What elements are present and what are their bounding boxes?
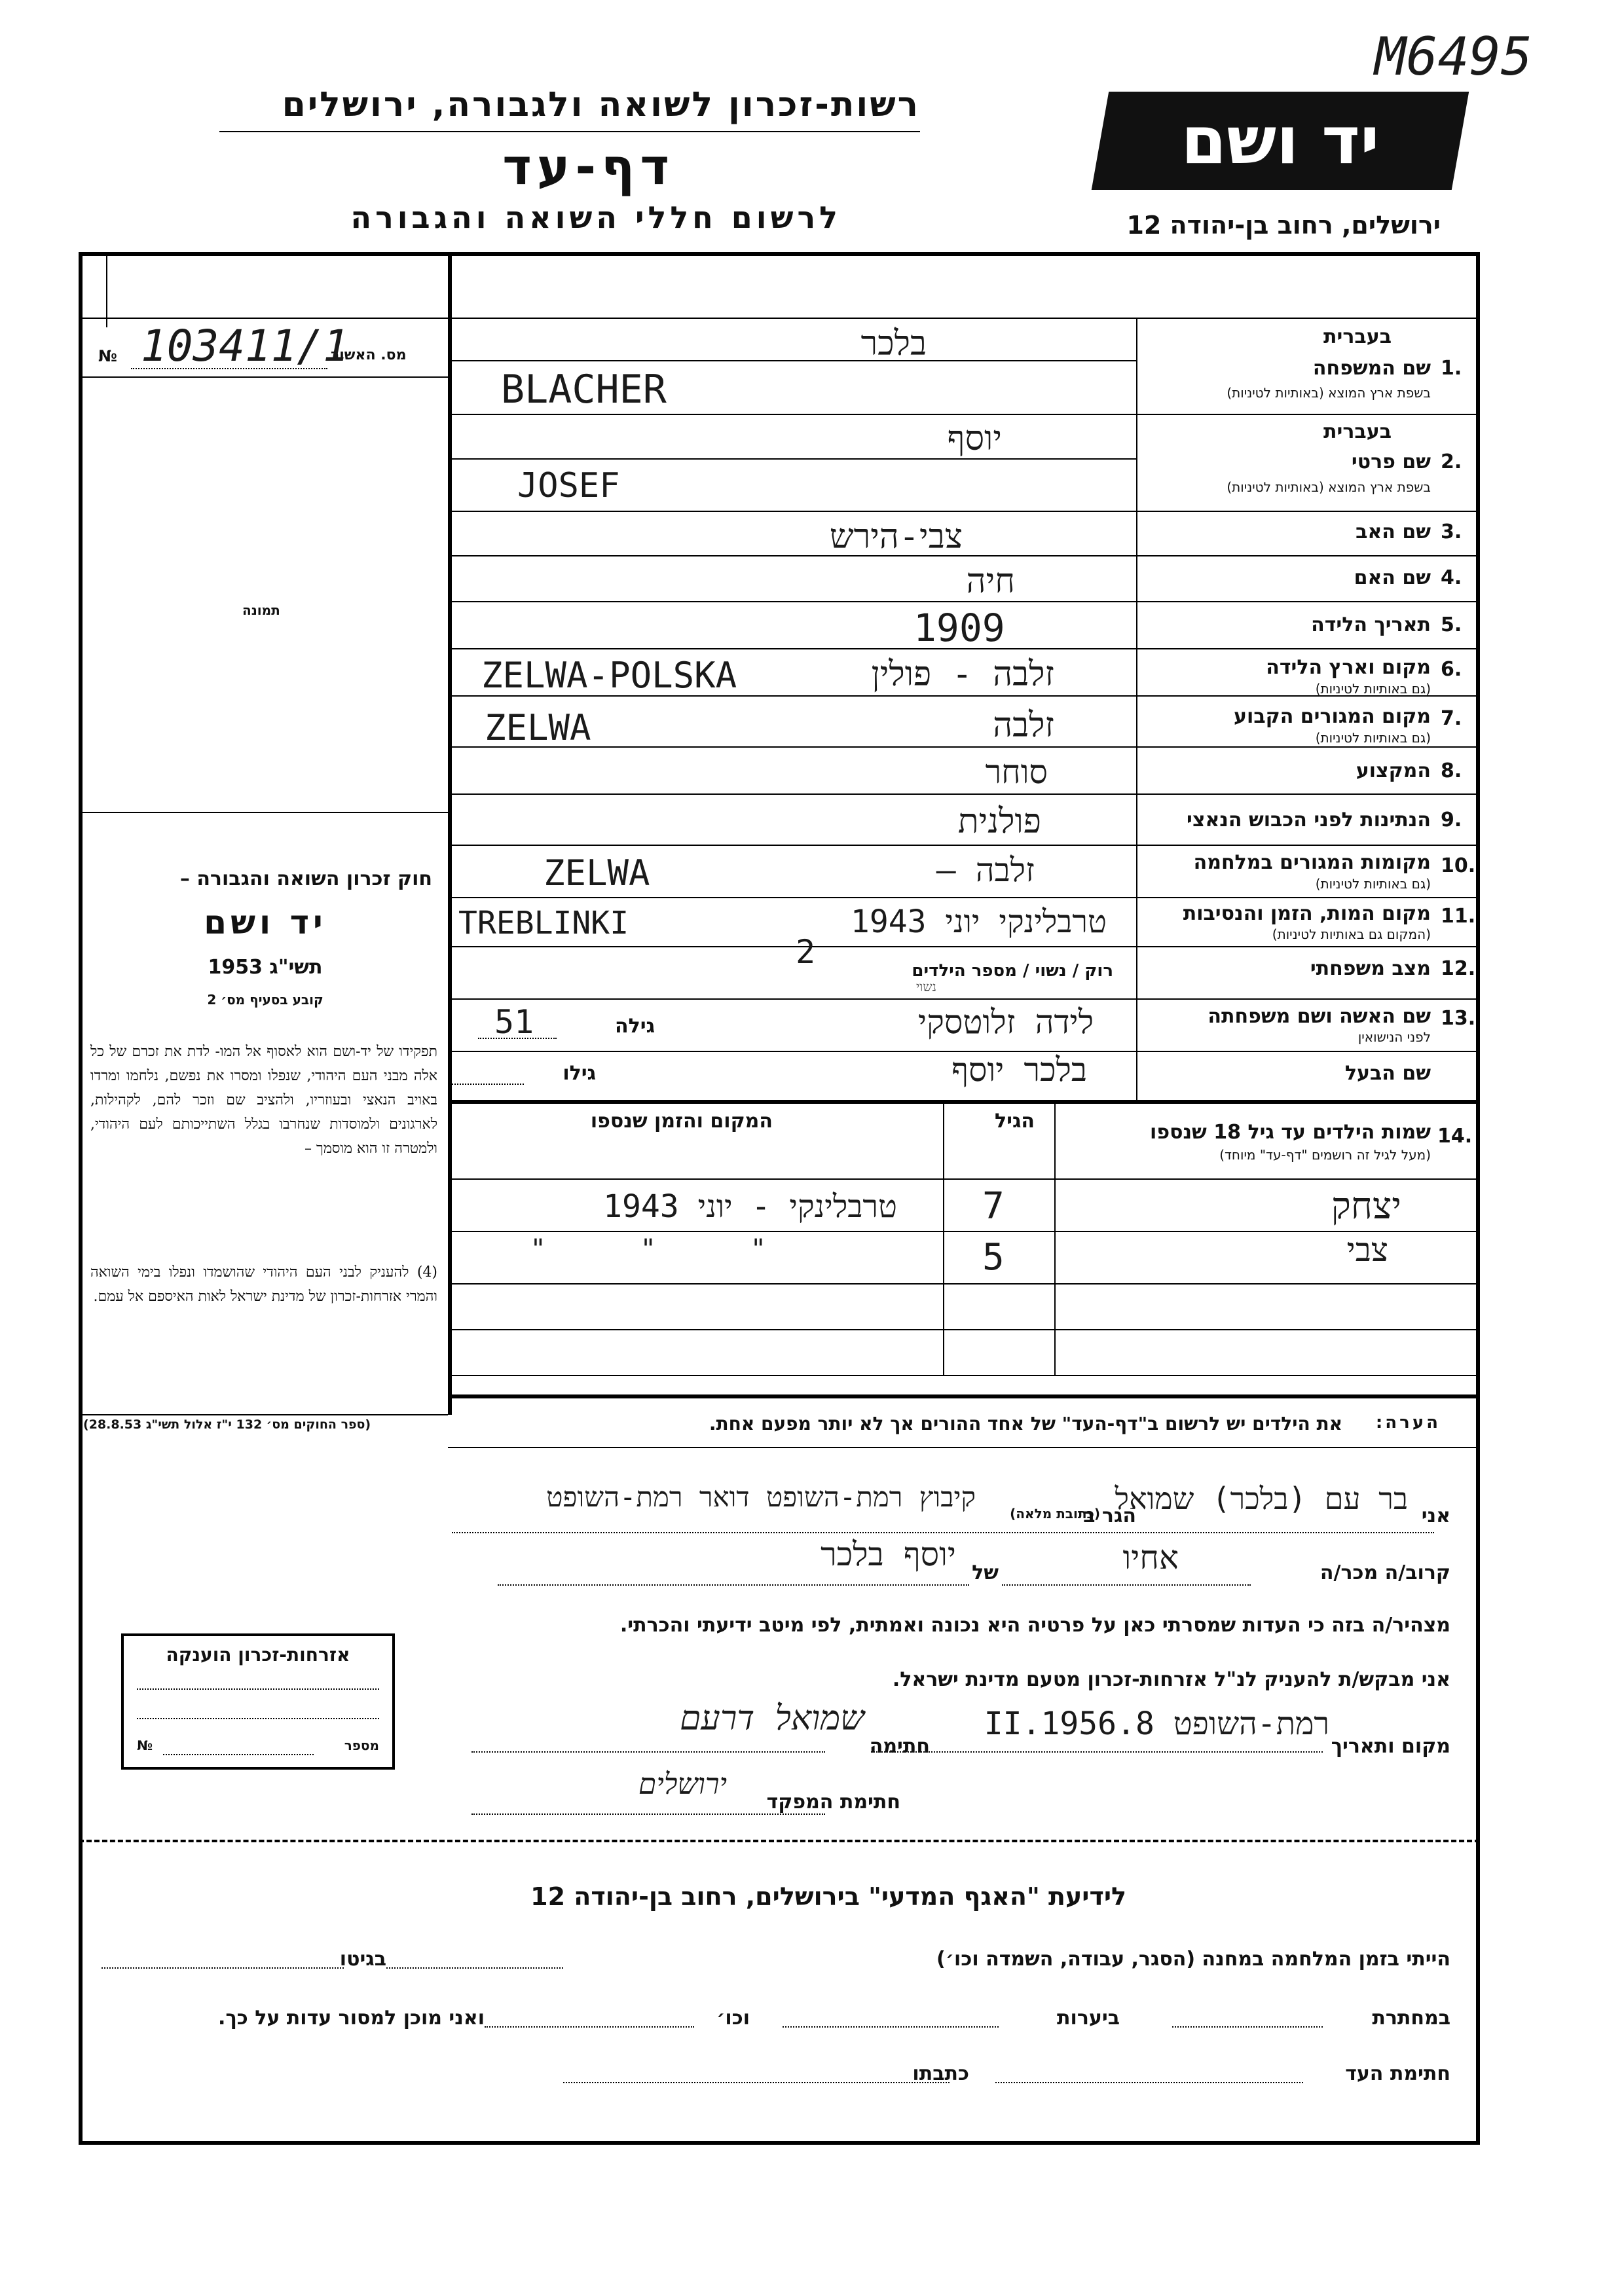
- footer-ghetto-label: בגיטו: [339, 1948, 386, 1971]
- signature-label: חתימה: [869, 1735, 930, 1758]
- footer-etc-label: וכו׳: [716, 2007, 750, 2030]
- field-1-sub: בשפת ארץ המוצא (באותיות לטיניות): [1227, 385, 1431, 401]
- logo-text: יד ושם: [1181, 102, 1380, 179]
- husband-label: שם הבעל: [1344, 1062, 1431, 1085]
- declarant-address[interactable]: קיבוץ רמת-השופט דואר רמת-השופט: [546, 1481, 976, 1513]
- wife-age-label: גילה: [615, 1015, 655, 1038]
- citizenship-title: אזרחות-זכרון הוענקה: [166, 1644, 350, 1666]
- child-1-place[interactable]: טרבלינקי - יוני 1943: [603, 1188, 897, 1225]
- photo-label: תמונה: [242, 602, 280, 618]
- field-3-value-he[interactable]: צבי-הירש: [829, 517, 963, 556]
- footer-address-label: כתבתו: [912, 2062, 969, 2085]
- field-2-label: שם פרטי: [1351, 450, 1431, 473]
- footer-witness-signature-label: חתימת העד: [1345, 2062, 1450, 2085]
- yad-vashem-logo: [1092, 92, 1469, 190]
- field-2-num: 2.: [1441, 450, 1462, 473]
- field-5-value-he[interactable]: 1909: [913, 606, 1005, 650]
- field-11-value-he[interactable]: טרבלינקי יוני 1943: [850, 903, 1107, 940]
- law-year: תשי"ג 1953: [208, 956, 323, 979]
- field-3-label: שם האב: [1356, 520, 1431, 543]
- law-text-1: תפקידו של יד-ושם הוא לאסוף אל המו- לדת את זכרם של כל אלה מבני העם היהודי, שנפלו ומסרו את נפשם, נלחמו ומרדו באויב הנאצי ובעוזריו, ולהציב שם וזכר להם, לקהילות, לארגונים ולמוסדות שנחרבו בגלל השתייכותם לעם היהודי, ולמטרה זו הוא מוסמך –: [90, 1044, 437, 1157]
- approval-label: מס. האשור: [331, 347, 407, 363]
- request: אני מבקש/ת להעניק לנ"ל אזרחות-זכרון מטעם מדינת ישראל.: [892, 1668, 1450, 1691]
- husband-age-label: גילו: [563, 1062, 596, 1085]
- approval-number: 103411/1: [141, 321, 349, 371]
- address: ירושלים, רחוב בן-יהודה 12: [1126, 211, 1441, 240]
- field-12-value-he[interactable]: נשוי: [915, 979, 936, 994]
- field-10-sub: (גם באותיות לטיניות): [1315, 876, 1431, 892]
- footer-willing-text: ואני מוכן למסור עדות על כך.: [218, 2007, 485, 2030]
- children-age-header: הגיל: [995, 1110, 1035, 1133]
- law-name: יד ושם: [204, 903, 327, 941]
- footer-camp-label: הייתי בזמן המלחמה במחנה (הסגר, עבודה, השמדה וכו׳): [936, 1948, 1450, 1971]
- supervisor-label: חתימת המפקד: [766, 1791, 900, 1813]
- field-4-value-he[interactable]: חיה: [966, 562, 1015, 601]
- of-label: של: [972, 1561, 999, 1584]
- supervisor-value[interactable]: ירושלים: [638, 1768, 727, 1801]
- page-subtitle: לרשום חללי השואה והגבורה: [350, 200, 841, 235]
- field-2-hebrew-tag: בעברית: [1323, 420, 1392, 443]
- field-6-value-he[interactable]: זלבה - פולין: [871, 655, 1054, 694]
- note-text: את הילדים יש לרשום ב"דף-העד" של אחד ההורים אך לא יותר מפעם אחת.: [709, 1413, 1342, 1434]
- field-6-sub: (גם באותיות לטיניות): [1315, 681, 1431, 697]
- child-1-name[interactable]: יצחק: [1331, 1185, 1401, 1228]
- field-7-sub: (גם באותיות לטיניות): [1315, 730, 1431, 746]
- citizenship-number-label: מספר: [344, 1738, 379, 1753]
- field-12-label: מצב משפחתי: [1310, 957, 1431, 980]
- place-date-value[interactable]: רמת-השופט 8.II.1956: [984, 1705, 1329, 1742]
- children-sub: (מעל לגיל זה רושמים "דף-עד" מיוחד): [1219, 1147, 1431, 1163]
- field-10-value-latin[interactable]: ZELWA: [544, 852, 650, 894]
- field-11-value-latin[interactable]: TREBLINKI: [458, 905, 629, 941]
- child-2-name[interactable]: צבי: [1346, 1231, 1388, 1269]
- field-1-label: שם המשפחה: [1312, 357, 1431, 380]
- field-11-label: מקום המות, הזמן והנסיבות: [1183, 902, 1431, 925]
- field-13-value-he[interactable]: לידה זלוטסקי: [917, 1003, 1094, 1041]
- wife-age-value[interactable]: 51: [494, 1003, 534, 1041]
- field-6-value-latin[interactable]: ZELWA-POLSKA: [481, 655, 737, 696]
- field-5-label: תאריך הלידה: [1311, 613, 1431, 636]
- field-11-num: 11.: [1441, 905, 1476, 928]
- child-2-place[interactable]: " " ": [530, 1234, 805, 1264]
- field-12-printed: רוק / נשוי / מספר הילדים: [912, 961, 1113, 981]
- field-7-label: מקום המגורים הקבוע: [1234, 705, 1431, 728]
- children-label: שמות הילדים עד גיל 18 שנספו: [1150, 1121, 1431, 1144]
- field-9-num: 9.: [1441, 809, 1462, 831]
- statement: מצהיר/ה בזה כי העדות שמסרתי כאן על פרטיה היא נכונה ואמתית, לפי מיטב ידיעתי והכרתי.: [619, 1614, 1450, 1637]
- field-11-sub: (המקום גם באותיות לטיניות): [1272, 926, 1431, 942]
- field-7-num: 7.: [1441, 707, 1462, 730]
- resident-label: הגר ב: [1083, 1504, 1136, 1527]
- field-4-label: שם האם: [1354, 566, 1431, 589]
- field-8-num: 8.: [1441, 759, 1462, 782]
- archive-number: M6495: [1375, 26, 1532, 87]
- field-12-children[interactable]: 2: [796, 933, 816, 971]
- citizenship-box: [121, 1633, 395, 1770]
- place-date-label: מקום ותאריך: [1331, 1735, 1450, 1758]
- field-8-label: המקצוע: [1356, 759, 1431, 782]
- field-1-num: 1.: [1441, 357, 1462, 380]
- address-hint: (כתובת מלאה): [1010, 1506, 1100, 1522]
- field-8-value-he[interactable]: סוחר: [985, 753, 1048, 791]
- approval-no-label: №: [98, 347, 117, 365]
- field-2-value-latin[interactable]: JOSEF: [517, 466, 620, 505]
- field-13-sub: לפני הנישואין: [1357, 1029, 1431, 1045]
- declarant-name[interactable]: בר עם (בלכר) שמואל: [1115, 1481, 1408, 1516]
- field-10-value-he[interactable]: זלבה –: [936, 851, 1035, 889]
- field-1-value-latin[interactable]: BLACHER: [501, 367, 667, 412]
- page-title: דף-עד: [502, 137, 674, 196]
- field-2-sub: בשפת ארץ המוצא (באותיות לטיניות): [1227, 479, 1431, 495]
- husband-value-he[interactable]: בלכר יוסף: [951, 1051, 1087, 1089]
- relation-value[interactable]: אחיו: [1122, 1539, 1179, 1576]
- field-6-label: מקום וארץ הלידה: [1266, 656, 1431, 679]
- relative-label: קרוב/ה מכר/ה: [1320, 1561, 1450, 1584]
- law-citation: (ספר החוקים מס׳ 132 י"ז אלול תשי"ג 28.8.53): [83, 1417, 371, 1432]
- footer-title: לידיעת "האגף המדעי" בירושלים, רחוב בן-יהודה 12: [530, 1882, 1126, 1911]
- law-clause: קובע בסעיף מס׳ 2: [207, 992, 323, 1008]
- field-3-num: 3.: [1441, 520, 1462, 543]
- field-2-value-he[interactable]: יוסף: [947, 419, 1002, 458]
- i-label: אני: [1421, 1504, 1450, 1527]
- children-place-header: המקום והזמן שנספו: [590, 1110, 773, 1133]
- field-4-num: 4.: [1441, 566, 1462, 589]
- field-7-value-latin[interactable]: ZELWA: [485, 707, 591, 748]
- law-title: חוק זכרון השואה והגבורה –: [179, 867, 432, 890]
- field-1-value-he[interactable]: בלכר: [860, 324, 927, 363]
- field-9-label: הנתינות לפני הכבוש הנאצי: [1187, 809, 1431, 831]
- law-text-2: (4) להעניק לבני העם היהודי שהושמדו ונפלו בימי השואה והמרי אזרחות-זכרון של מדינת ישראל לאות האיספם אל עמם.: [90, 1264, 437, 1305]
- field-13-num: 13.: [1441, 1007, 1476, 1030]
- note-label: הערה:: [1375, 1413, 1441, 1432]
- field-1-hebrew-tag: בעברית: [1323, 325, 1392, 348]
- field-12-num: 12.: [1441, 957, 1476, 980]
- field-10-label: מקומות המגורים במלחמה: [1193, 851, 1431, 874]
- field-10-num: 10.: [1441, 854, 1476, 877]
- child-1-age[interactable]: 7: [982, 1185, 1005, 1228]
- citizenship-no-label: №: [137, 1738, 153, 1753]
- child-2-age[interactable]: 5: [982, 1236, 1005, 1279]
- signature-value[interactable]: שמואל דרעם: [679, 1699, 864, 1738]
- field-6-num: 6.: [1441, 658, 1462, 681]
- footer-forests-label: ביערות: [1057, 2007, 1120, 2030]
- field-9-value-he[interactable]: פולנית: [957, 802, 1041, 841]
- field-7-value-he[interactable]: זלבה: [993, 706, 1054, 745]
- footer-underground-label: במחתרת: [1372, 2007, 1450, 2030]
- authority-title: רשות-זכרון לשואה ולגבורה, ירושלים: [282, 85, 920, 124]
- field-5-num: 5.: [1441, 613, 1462, 636]
- of-name-value[interactable]: יוסף בלכר: [821, 1535, 956, 1573]
- field-13-label: שם האשה ושם משפחתה: [1208, 1005, 1431, 1028]
- children-num: 14.: [1437, 1125, 1473, 1148]
